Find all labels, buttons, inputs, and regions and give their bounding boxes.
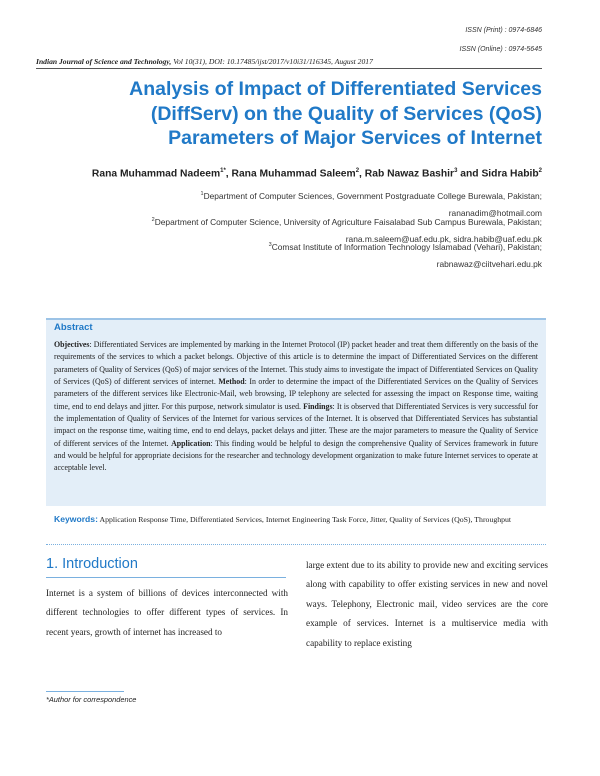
paper-title (100, 77, 542, 151)
affiliation-email[interactable]: rabnawaz@ciitvehari.edu.pk (436, 258, 542, 269)
author-name: Rana Muhammad Nadeem (91, 168, 221, 180)
author-sup: 2 (538, 168, 542, 174)
author-list: Rana Muhammad Nadeem$^{1*}$, Rana Muhammad Saleem$^2$, Rab Nawaz Bashir$^3$ and Sidra Habib$^2$ (91, 168, 542, 180)
issn-online: ISSN (Online) : 0974-5645 (459, 46, 542, 53)
journal-details: Vol 10(31), DOI: 10.17485/ijst/2017/v10i31/116345, August 2017 (171, 57, 373, 66)
header-divider (36, 68, 542, 69)
abstract-heading: Abstract (54, 322, 93, 333)
journal-name: Indian Journal of Science and Technology, (36, 57, 172, 66)
author-sup: 1* (220, 168, 226, 174)
author-sup: 3 (454, 168, 458, 174)
affiliation-email[interactable]: rananadim@hotmail.com (448, 207, 542, 218)
title-line: Analysis of Impact of Differentiated Services (129, 78, 542, 100)
title-line: Parameters of Major Services of Internet (168, 127, 542, 149)
keywords-text: Application Response Time, Differentiated Services, Internet Engineering Task Force, Jitter, Quality of Services (QoS), Throughput (97, 515, 512, 524)
author-name: Sidra Habib (481, 168, 539, 180)
affiliation-1: $^1$Department of Computer Sciences, Government Postgraduate College Burewala, Pakistan; rananadim@hotmail.com (201, 186, 543, 222)
affiliation-text: Department of Computer Sciences, Government Postgraduate College Burewala, Pakistan; (203, 190, 542, 201)
keywords-divider (46, 544, 546, 545)
affiliation-2-block: $^2$Department of Computer Science, University of Agriculture Faisalabad Sub Campus Burewala, Pakistan; rana.m.saleem@uaf.edu.pk, sidra.habib@uaf.edu.pk (152, 212, 542, 248)
affiliation-text: Comsat Institute of Information Technology Islamabad (Vehari), Pakistan; (271, 241, 542, 252)
keywords (54, 513, 544, 526)
intro-left-column: Internet is a system of billions of devices interconnected with different technologies to offer different types of services. In recent years, growth of internet has increased to (46, 588, 288, 637)
author-name: Rab Nawaz Bashir (364, 168, 455, 180)
author-sup: 2 (355, 168, 360, 174)
application-label: Application (171, 438, 211, 448)
objectives-label: Objectives (54, 340, 90, 349)
keywords-label: Keywords: (54, 514, 98, 524)
footnote-correspondence: *Author for correspondence (46, 695, 137, 704)
section-underline (46, 577, 286, 578)
affiliation-email[interactable]: rana.m.saleem@uaf.edu.pk, sidra.habib@uaf.edu.pk (345, 233, 542, 244)
issn-print: ISSN (Print) : 0974-6846 (465, 27, 542, 34)
author-name: Rana Muhammad Saleem (231, 168, 356, 180)
journal-citation-line (36, 57, 373, 66)
affiliation-3-block: $^3$Comsat Institute of Information Technology Islamabad (Vehari), Pakistan; rabnawaz@ciitvehari.edu.pk (269, 237, 542, 273)
method-label: Method (218, 377, 245, 387)
findings-label: Findings (303, 401, 333, 411)
abstract-body: Objectives: Differentiated Services are implemented by marking in the Internet Protocol (IP) packet header and treat them differently on the basis of the requirements of the services to which a packet belongs. Objective of this article is to determine the impact of Differentiated Services on the different parameters of Quality of Services (QoS) of major services of the Internet. This study aims to investigate the impact of Differentiated Services on Quality of Services (QoS) of different services of internet. Method: In order to determine the impact of the Differentiated Services on the Quality of Services parameters of the different services like Electronic-Mail, web browsing, IP telephony are selected for assessing the impact on Response time, waiting time, end to end delays and jitter. For this purpose, network simulator is used. Findings: It is observed that Differentiated Services is very successful for the implementation of Quality of Services of the Internet for various services of the Internet. It is observed that Differentiated Services has substantial impact on the response time, waiting time, end to end delays, packet delays and jitter. These are the major parameters to measure the Quality of Service of different services of the Internet. Application: This finding would be helpful to design the comprehensive Quality of Services framework in future and would be helpful for appropriate decisions for the researcher and technology development organization to make future Internet services to operate at acceptable level. (54, 340, 539, 473)
title-line: (DiffServ) on the Quality of Services (QoS) (150, 102, 542, 125)
footnote-divider (46, 691, 124, 692)
affiliation-text: Department of Computer Science, University of Agriculture Faisalabad Sub Campus Burewala, Pakistan; (154, 216, 542, 227)
intro-right-column: large extent due to its ability to provide new and exciting services along with capability to offer existing services in new and novel ways. Telephony, Electronic mail, video services are the core example of services. Internet is a multiservice media with capability to replace existing (306, 560, 548, 648)
section-heading-introduction: 1. Introduction (46, 556, 138, 572)
